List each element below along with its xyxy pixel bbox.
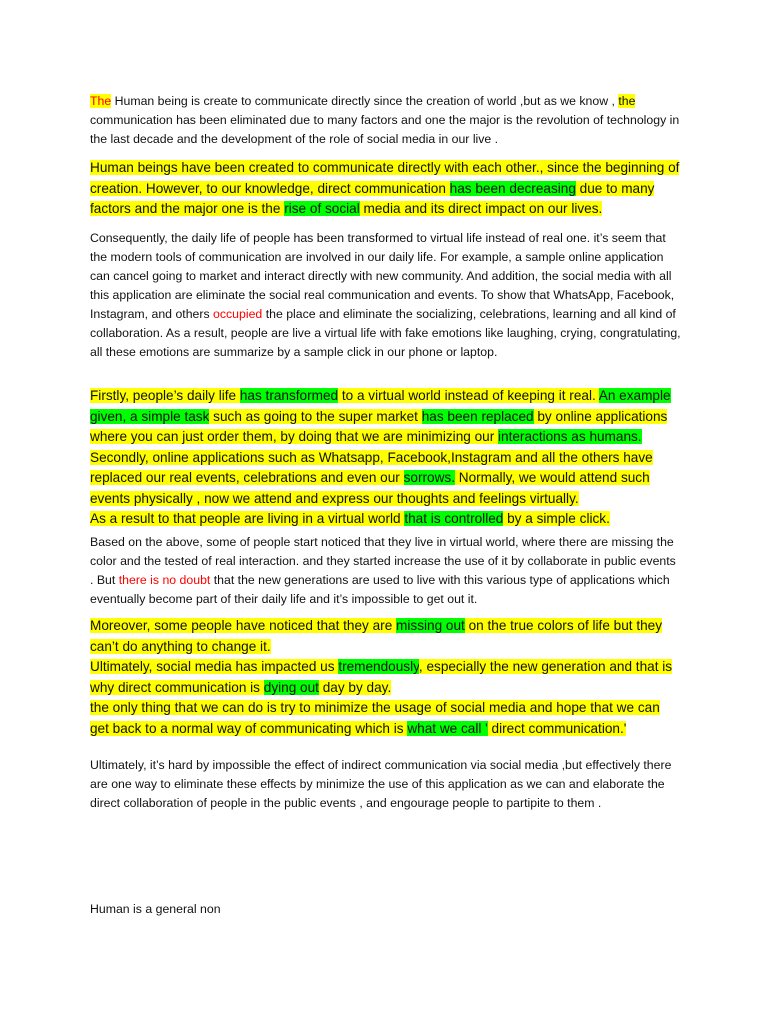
p2-run-1: has been decreasing: [449, 180, 576, 196]
p3-run-0: Consequently, the daily life of people has been transformed to virtual life instead of real one. it’s seem that the modern tools of communication are involved in our daily life. For example, a sample online application can cancel going to market and interact directly with new community. And addition, the social media with all this application are eliminate the social real communication and events. To show that WhatsApp, Facebook, Instagram, and others: [90, 231, 675, 321]
p7-run-0: Ultimately, it’s hard by impossible the effect of indirect communication via social media ,but effectively there are one way to eliminate these effects by minimize the use of this application as we can and elaborate the direct collaboration of people in the public events , and engourage people to partipite to them .: [90, 758, 672, 810]
p6-run-11: what we call ': [407, 720, 488, 736]
p1-run-0: The: [90, 94, 112, 108]
p6-run-2: on the true colors of life but they can’t do anything to change it.: [90, 618, 663, 654]
p5-run-0: Based on the above, some of people start noticed that they live in virtual world, where there are missing the color and the tested of real interaction. and they started increase the use of it by collaborate in public events . But: [90, 535, 676, 587]
p4-run-7: interactions as humans.: [498, 429, 642, 444]
p4-run-1: has transformed: [239, 388, 339, 403]
p4-run-8: Secondly, online applications such as Whatsapp, Facebook,Instagram and all the others have replaced our real events, celebrations and even our: [90, 449, 653, 485]
paragraph-3: [90, 229, 682, 362]
p6-run-8: day by day.: [318, 679, 392, 695]
p6-run-7: dying out: [263, 679, 319, 695]
paragraph-1: [90, 92, 682, 149]
p4-run-6: by online applications where you can just order them, by doing that we are minimizing our: [90, 408, 668, 444]
p8-run-0: Human is a general non: [90, 902, 221, 916]
p4-run-12: As a result to that people are living in a virtual world: [90, 511, 405, 526]
p5-run-1: there is no doubt: [118, 573, 211, 587]
p6-run-0: Moreover, some people have noticed that they are: [90, 618, 397, 633]
p6-run-10: the only thing that we can do is try to minimize the usage of social media and hope that we can get back to a normal way of communicating which is: [90, 700, 660, 736]
p4-run-5: has been replaced: [421, 408, 534, 424]
p4-run-4: such as going to the super market: [209, 408, 422, 424]
p4-run-2: to a virtual world instead of keeping it real.: [338, 388, 599, 403]
p4-run-3: An example given, a simple task: [90, 388, 671, 424]
p6-run-5: tremendously: [338, 659, 419, 674]
p4-run-10: Normally, we would attend such events physically , now we attend and express our thoughts and feelings virtually.: [90, 470, 650, 506]
p6-run-1: missing out: [396, 618, 465, 633]
p2-run-3: rise of social: [284, 201, 360, 216]
p6-run-4: Ultimately, social media has impacted us: [90, 659, 339, 674]
p3-run-2: the place and eliminate the socializing, celebrations, learning and all kind of collaboration. As a result, people are live a virtual life with fake emotions like laughing, crying, congratulating, all these emotions are summarize by a sample click in our phone or laptop.: [90, 307, 681, 359]
p4-run-13: that is controlled: [404, 511, 504, 526]
p2-run-2: due to many factors and the major one is the: [90, 180, 655, 216]
p4-run-9: sorrows.: [403, 470, 455, 485]
p3-run-1: occupied: [213, 307, 263, 321]
p4-run-14: by a simple click.: [503, 511, 610, 526]
p2-run-0: Human beings have been created to communicate directly with each other., since the beginning of creation. However, to our knowledge, direct communication: [90, 160, 680, 196]
p4-run-0: Firstly, people’s daily life: [90, 388, 240, 403]
p1-run-1: Human being is create to communicate directly since the creation of world ,but as we know ,: [111, 94, 619, 108]
paragraph-2: [90, 158, 682, 220]
p5-run-2: that the new generations are used to live with this various type of applications which eventually become part of their daily life and it’s impossible to get out it.: [90, 573, 670, 606]
paragraph-7: [90, 756, 682, 813]
paragraph-8: [90, 900, 682, 919]
p1-run-2: the: [618, 94, 636, 108]
p1-run-3: communication has been eliminated due to many factors and one the major is the revolution of technology in the last decade and the development of the role of social media in our live .: [90, 113, 680, 146]
paragraph-4: [90, 386, 682, 530]
p6-run-12: direct communication.': [487, 720, 627, 736]
paragraph-6: [90, 616, 682, 739]
p6-run-6: , especially the new generation and that is why direct communication is: [90, 659, 673, 695]
paragraph-5: [90, 533, 682, 609]
p2-run-4: media and its direct impact on our lives.: [359, 201, 603, 216]
